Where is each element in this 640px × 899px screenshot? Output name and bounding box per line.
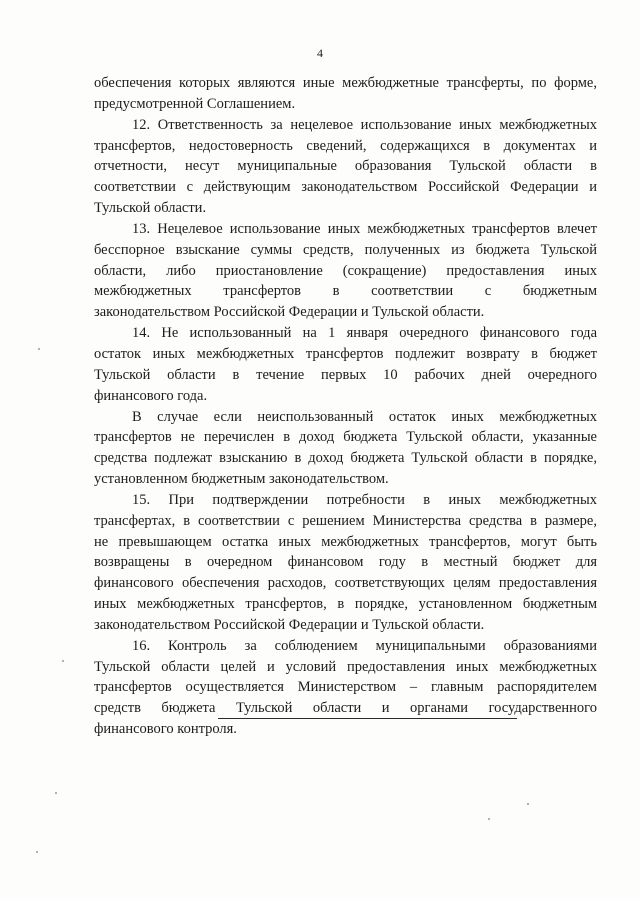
- document-body: [94, 73, 597, 740]
- paragraph-continuation: [94, 73, 597, 115]
- page-number: 4: [317, 46, 323, 60]
- scan-speck: [55, 792, 57, 794]
- text-line: бесспорное взыскание суммы средств, полученных из бюджета Тульской: [94, 241, 597, 258]
- text-line: области, либо приостановление (сокращение) предоставления иных: [94, 262, 597, 279]
- paragraph-item-15: [94, 490, 597, 636]
- text-line: финансового года.: [94, 387, 208, 404]
- paragraph-item-12: [94, 115, 597, 219]
- text-line: В случае если неиспользованный остаток иных межбюджетных: [132, 408, 597, 425]
- text-line: финансового контроля.: [94, 721, 237, 738]
- text-line: не превышающем остатка иных межбюджетных трансфертов, могут быть: [94, 533, 597, 550]
- text-line: средств бюджета Тульской области и органами государственного: [94, 700, 597, 717]
- text-line: установленном бюджетным законодательством.: [94, 471, 389, 488]
- scan-speck: [527, 803, 529, 805]
- text-line: Тульской области целей и условий предоставления иных межбюджетных: [94, 658, 597, 675]
- text-line: межбюджетных трансфертов в соответствии с бюджетным: [94, 283, 597, 300]
- text-line: возвращены в очередном финансовом году в местный бюджет для: [94, 554, 597, 571]
- text-line: 16. Контроль за соблюдением муниципальными образованиями: [132, 637, 597, 654]
- scan-speck: [488, 818, 490, 820]
- text-line: 13. Нецелевое использование иных межбюджетных трансфертов влечет: [132, 220, 597, 237]
- text-line: остаток иных межбюджетных трансфертов подлежит возврату в бюджет: [94, 345, 597, 362]
- text-line: Тульской области в течение первых 10 рабочих дней очередного: [94, 366, 597, 383]
- text-line: трансфертов, недостоверность сведений, содержащихся в документах и: [94, 137, 597, 154]
- paragraph-item-13: [94, 219, 597, 323]
- text-line: предусмотренной Соглашением.: [94, 95, 296, 112]
- text-line: соответствии с действующим законодательством Российской Федерации и: [94, 179, 597, 196]
- paragraph-item-16: [94, 636, 597, 740]
- text-line: законодательством Российской Федерации и Тульской области.: [94, 616, 485, 633]
- text-line: финансового обеспечения расходов, соответствующих целям предоставления: [94, 575, 597, 592]
- text-line: иных межбюджетных трансфертов, в порядке, установленном бюджетным: [94, 596, 597, 613]
- paragraph-item-14: [94, 323, 597, 406]
- text-line: трансфертах, в соответствии с решением Министерства средства в размере,: [94, 512, 597, 529]
- text-line: обеспечения которых являются иные межбюджетные трансферты, по форме,: [94, 75, 597, 91]
- text-line: Тульской области.: [94, 200, 207, 217]
- scan-speck: [36, 851, 38, 853]
- horizontal-rule: [218, 718, 517, 719]
- text-line: трансфертов осуществляется Министерством – главным распорядителем: [94, 679, 597, 696]
- scan-speck: [38, 348, 40, 350]
- text-line: отчетности, несут муниципальные образования Тульской области в: [94, 158, 597, 175]
- text-line: законодательством Российской Федерации и Тульской области.: [94, 304, 485, 321]
- text-line: трансфертов не перечислен в доход бюджета Тульской области, указанные: [94, 429, 597, 446]
- scan-speck: [62, 660, 64, 662]
- text-line: 12. Ответственность за нецелевое использование иных межбюджетных: [132, 116, 597, 133]
- paragraph-remainder: [94, 407, 597, 490]
- text-line: 14. Не использованный на 1 января очередного финансового года: [132, 325, 597, 342]
- text-line: 15. При подтверждении потребности в иных межбюджетных: [132, 491, 597, 508]
- text-line: средства подлежат взысканию в доход бюджета Тульской области в порядке,: [94, 450, 597, 467]
